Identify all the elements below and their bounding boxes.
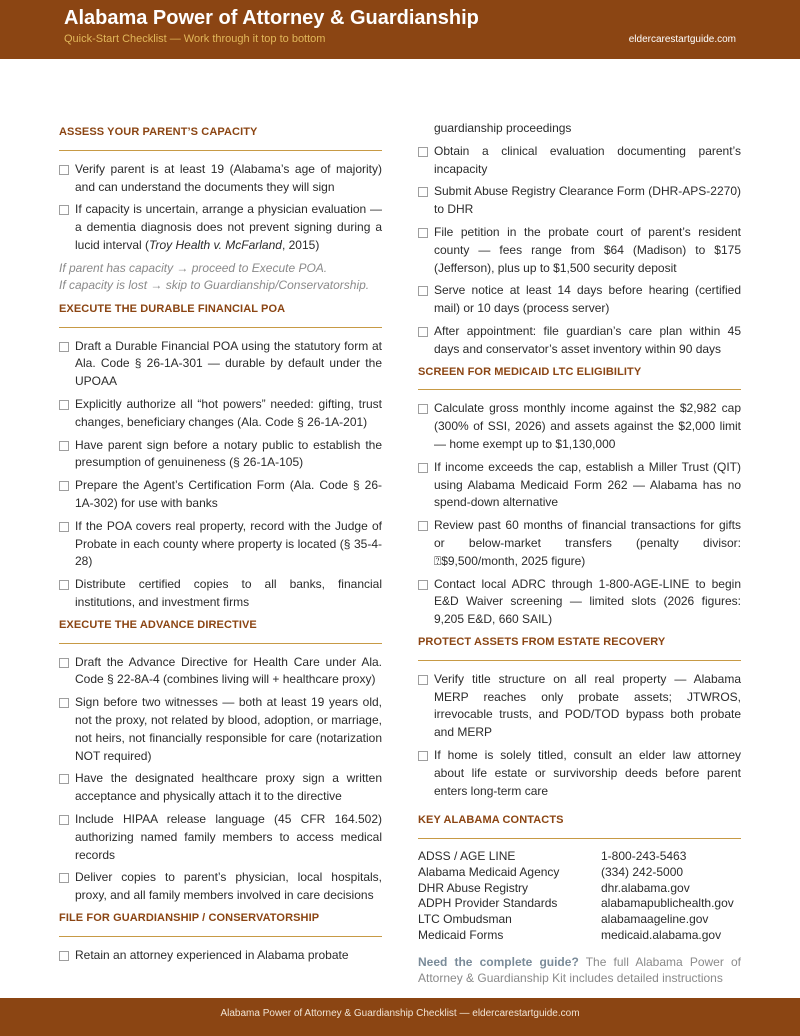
footer-text: Alabama Power of Attorney & Guardianship Checklist — eldercarestartguide.com — [220, 1008, 580, 1019]
note-line: If parent has capacity → proceed to Execute POA. — [59, 260, 328, 275]
contact-value[interactable]: alabamapublichealth.gov — [601, 896, 734, 911]
left-column — [59, 118, 382, 969]
checkbox-icon[interactable] — [418, 187, 428, 197]
contact-value[interactable]: 1-800-243-5463 — [601, 849, 687, 864]
checklist-item[interactable]: If home is solely titled, consult an elder law attorney about life estate or survivorship deeds before parent enters long-term care — [418, 747, 741, 800]
checklist-item[interactable]: After appointment: file guardian’s care plan within 45 days and conservator’s asset inventory within 90 days — [418, 323, 741, 359]
checkbox-icon[interactable] — [418, 751, 428, 761]
checklist-item[interactable]: Serve notice at least 14 days before hearing (certified mail) or 10 days (process server) — [418, 282, 741, 318]
contact-row — [418, 849, 741, 865]
section-title-capacity: ASSESS YOUR PARENT’S CAPACITY — [59, 124, 382, 151]
checklist-item[interactable]: Contact local ADRC through 1-800-AGE-LINE to begin E&D Waiver screening — limited slots (2026 figures: 9,205 E&D, 660 SAIL) — [418, 576, 741, 629]
checklist-item[interactable]: Retain an attorney experienced in Alabama probate — [59, 947, 382, 965]
checklist-item[interactable]: If the POA covers real property, record with the Judge of Probate in each county where property is located (§ 35-4-28) — [59, 518, 382, 571]
checklist-item[interactable]: Submit Abuse Registry Clearance Form (DHR-APS-2270) to DHR — [418, 183, 741, 219]
checklist-item[interactable]: Sign before two witnesses — both at least 19 years old, not the proxy, not related by blood, adoption, or marriage, not heirs, not financially responsible for care (notarization NOT required) — [59, 694, 382, 765]
guide-callout — [418, 954, 741, 987]
contacts-table — [418, 849, 741, 944]
checklist-item[interactable]: If income exceeds the cap, establish a Miller Trust (QIT) using Alabama Medicaid Form 262 — Alabama has no spend-down alternative — [418, 459, 741, 512]
checkbox-icon[interactable] — [59, 658, 69, 668]
checklist-item[interactable]: Verify title structure on all real property — Alabama MERP reaches only probate assets; JTWROS, irrevocable trusts, and POD/TOD bypass both probate and MERP — [418, 671, 741, 742]
checklist-item[interactable]: Draft a Durable Financial POA using the statutory form at Ala. Code § 26-1A-301 — durable by default under the UPOAA — [59, 338, 382, 391]
contact-name: ADPH Provider Standards — [418, 896, 558, 911]
checkbox-icon[interactable] — [59, 400, 69, 410]
checkbox-icon[interactable] — [418, 228, 428, 238]
page-title: Alabama Power of Attorney & Guardianship — [64, 7, 479, 29]
checkbox-icon[interactable] — [418, 327, 428, 337]
section-title-directive: EXECUTE THE ADVANCE DIRECTIVE — [59, 617, 382, 644]
checkbox-icon[interactable] — [59, 522, 69, 532]
checkbox-icon[interactable] — [59, 165, 69, 175]
contact-value[interactable]: (334) 242-5000 — [601, 864, 684, 879]
checklist-item[interactable]: Draft the Advance Directive for Health Care under Ala. Code § 22-8A-4 (combines living will + healthcare proxy) — [59, 654, 382, 690]
checkbox-icon[interactable] — [418, 521, 428, 531]
checklist-item[interactable]: Verify parent is at least 19 (Alabama’s age of majority) and can understand the documents they will sign — [59, 161, 382, 197]
checklist-item-continued: guardianship proceedings — [434, 121, 572, 135]
contact-name: Medicaid Forms — [418, 928, 504, 943]
checkbox-icon[interactable] — [59, 481, 69, 491]
checklist-item[interactable]: Explicitly authorize all “hot powers” needed: gifting, trust changes, beneficiary changes (Ala. Code § 26-1A-201) — [59, 396, 382, 432]
contact-row — [418, 865, 741, 881]
checkbox-icon[interactable] — [59, 815, 69, 825]
contact-row — [418, 912, 741, 928]
section-title-guardianship: FILE FOR GUARDIANSHIP / CONSERVATORSHIP — [59, 910, 382, 937]
guide-lead: Need the complete guide? — [418, 954, 579, 969]
checkbox-icon[interactable] — [418, 147, 428, 157]
section-title-contacts: KEY ALABAMA CONTACTS — [418, 812, 741, 839]
checkbox-icon[interactable] — [59, 873, 69, 883]
section-title-estate: PROTECT ASSETS FROM ESTATE RECOVERY — [418, 634, 741, 661]
contact-name: LTC Ombudsman — [418, 912, 512, 927]
guide-text: The full Alabama Power of Attorney & Guardianship Kit includes detailed instructions — [418, 954, 741, 986]
checklist-item[interactable]: Calculate gross monthly income against the $2,982 cap (300% of SSI, 2026) and assets against the $2,000 limit — home exempt up to $1,130,000 — [418, 400, 741, 453]
capacity-note — [59, 260, 382, 295]
checkbox-icon[interactable] — [418, 675, 428, 685]
contact-value[interactable]: dhr.alabama.gov — [601, 880, 690, 895]
checkbox-icon[interactable] — [418, 463, 428, 473]
checkbox-icon[interactable] — [418, 404, 428, 414]
section-title-poa: EXECUTE THE DURABLE FINANCIAL POA — [59, 301, 382, 328]
contact-value[interactable]: medicaid.alabama.gov — [601, 928, 722, 943]
contact-name: DHR Abuse Registry — [418, 880, 529, 895]
contact-value[interactable]: alabamaageline.gov — [601, 912, 709, 927]
right-column — [418, 118, 741, 987]
page-footer — [0, 998, 800, 1036]
checklist-item[interactable]: File petition in the probate court of parent’s resident county — fees range from $64 (Madison) to $175 (Jefferson), plus up to $1,500 security deposit — [418, 224, 741, 277]
checkbox-icon[interactable] — [59, 698, 69, 708]
contact-name: Alabama Medicaid Agency — [418, 864, 560, 879]
contact-row — [418, 928, 741, 944]
note-line: If capacity is lost → skip to Guardianship/Conservatorship. — [59, 278, 370, 293]
header-site-link[interactable]: eldercarestartguide.com — [628, 34, 736, 45]
checklist-item[interactable] — [59, 201, 382, 254]
checkbox-icon[interactable] — [59, 580, 69, 590]
checklist-item[interactable]: Prepare the Agent’s Certification Form (Ala. Code § 26-1A-302) for use with banks — [59, 477, 382, 513]
checklist-item[interactable]: Have parent sign before a notary public to establish the presumption of genuineness (§ 26-1A-105) — [59, 437, 382, 473]
checklist-item[interactable]: Include HIPAA release language (45 CFR 164.502) authorizing named family members to access medical records — [59, 811, 382, 864]
page-header — [0, 0, 800, 59]
contact-name: ADSS / AGE LINE — [418, 849, 516, 864]
checklist-item-text: If capacity is uncertain, arrange a physician evaluation — a dementia diagnosis does not prevent signing during a lucid interval (Troy Health v. McFarland, 2015) — [75, 202, 382, 252]
checkbox-icon[interactable] — [59, 441, 69, 451]
checklist-item[interactable]: Distribute certified copies to all banks, financial institutions, and investment firms — [59, 576, 382, 612]
contact-row — [418, 881, 741, 897]
checkbox-icon[interactable] — [59, 205, 69, 215]
page-subtitle: Quick-Start Checklist — Work through it top to bottom — [64, 33, 326, 45]
section-title-medicaid: SCREEN FOR MEDICAID LTC ELIGIBILITY — [418, 364, 741, 391]
checkbox-icon[interactable] — [418, 286, 428, 296]
checkbox-icon[interactable] — [59, 774, 69, 784]
checklist-item[interactable]: Have the designated healthcare proxy sign a written acceptance and physically attach it to the directive — [59, 770, 382, 806]
contact-row — [418, 896, 741, 912]
checklist-item[interactable]: Review past 60 months of financial transactions for gifts or below-market transfers (penalty divisor: ⍰$9,500/month, 2025 figure) — [418, 517, 741, 570]
checkbox-icon[interactable] — [418, 580, 428, 590]
checkbox-icon[interactable] — [59, 951, 69, 961]
checklist-item[interactable]: Obtain a clinical evaluation documenting parent’s incapacity — [418, 143, 741, 179]
checklist-item[interactable]: Deliver copies to parent’s physician, local hospitals, proxy, and all family members involved in care decisions — [59, 869, 382, 905]
checkbox-icon[interactable] — [59, 342, 69, 352]
